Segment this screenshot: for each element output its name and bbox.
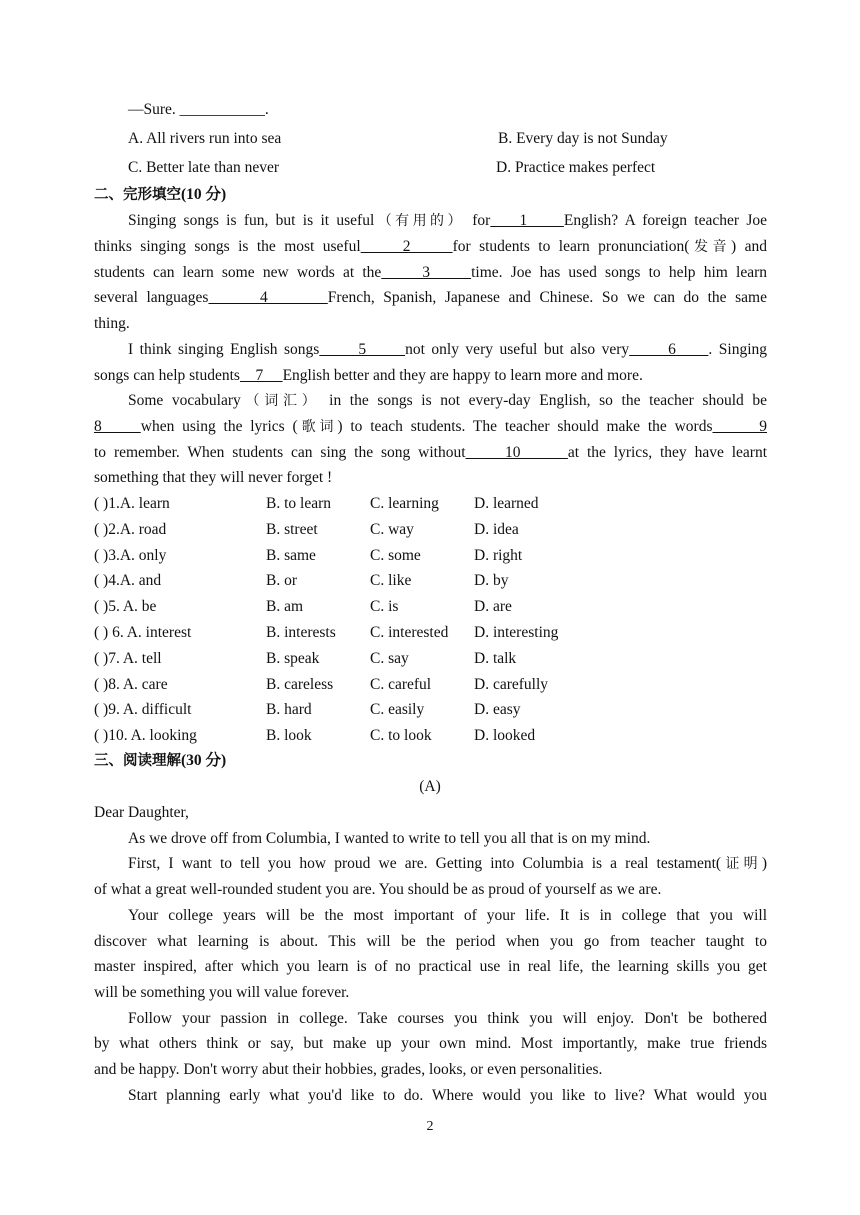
reading-p3-line1: Your college years will be the most important of your life. It is in college that you will xyxy=(128,907,767,924)
text: thinks singing songs is the most useful xyxy=(94,238,361,255)
question-stem: ( )8. A. care xyxy=(94,675,168,693)
cloze-p3-line1 xyxy=(128,391,767,411)
option-row xyxy=(94,597,614,617)
choice-c: C. is xyxy=(370,598,399,616)
reading-p3-line3: master inspired, after which you learn is of no practical use in real life, the learning skills you get xyxy=(94,958,767,975)
choice-d: D. looked xyxy=(474,727,536,745)
page-number: 2 xyxy=(426,1119,434,1134)
choice-d: D. right xyxy=(474,546,523,564)
salutation: Dear Daughter, xyxy=(94,804,189,821)
option-a: A. All rivers run into sea xyxy=(128,130,282,147)
question-stem: ( ) 6. A. interest xyxy=(94,624,192,641)
blank-9: 9 xyxy=(712,418,768,435)
blank-7: 7 xyxy=(239,367,283,384)
choice-b: B. interests xyxy=(266,624,336,641)
text: Some vocabulary xyxy=(128,392,241,409)
reading-p4-line3: and be happy. Don't worry abut their hobbies, grades, looks, or even personalities. xyxy=(94,1061,603,1078)
text: First, I want to tell you how proud we are. Getting into Columbia is a real testament( xyxy=(128,855,722,872)
text: ) and xyxy=(731,238,768,255)
reading-heading-title: 三、阅读理解 xyxy=(94,753,181,769)
option-b: B. Every day is not Sunday xyxy=(498,130,668,147)
question-stem: ( )7. A. tell xyxy=(94,649,162,667)
question-stem: ( )5. A. be xyxy=(94,598,157,616)
choice-b: B. or xyxy=(266,572,297,590)
choice-d: D. easy xyxy=(474,701,521,719)
text: . Singing xyxy=(708,341,768,358)
blank-3: 3 xyxy=(381,264,472,281)
question-stem: ( )9. A. difficult xyxy=(94,701,192,719)
option-row xyxy=(94,546,614,566)
text: English? A foreign teacher Joe xyxy=(563,212,768,229)
text: for xyxy=(464,212,491,229)
choice-b: B. am xyxy=(266,598,304,616)
cloze-heading-score: (10 分) xyxy=(181,186,227,203)
cloze-p2-line1 xyxy=(128,340,767,360)
choice-c: C. say xyxy=(370,649,409,667)
chinese-gloss: 歌词 xyxy=(297,419,338,435)
cloze-p1-line4 xyxy=(94,288,767,308)
chinese-gloss: （词汇） xyxy=(240,393,321,409)
chinese-gloss: （有用的） xyxy=(374,213,465,229)
text: in the songs is not every-day English, so the teacher should be xyxy=(320,392,768,409)
blank-10: 10 xyxy=(465,444,568,461)
reading-p1: As we drove off from Columbia, I wanted to write to tell you all that is on my mind. xyxy=(128,830,651,847)
choice-c: C. careful xyxy=(370,675,432,693)
text: ) to teach students. The teacher should make the words xyxy=(337,418,713,435)
text: students can learn some new words at the xyxy=(94,264,382,281)
option-row xyxy=(94,649,614,669)
blank-4: 4 xyxy=(208,289,328,306)
choice-d: D. by xyxy=(474,572,509,590)
blank-6: 6 xyxy=(629,341,709,358)
blank-2: 2 xyxy=(360,238,453,255)
question-stem: ( )4.A. and xyxy=(94,572,162,590)
choice-d: D. interesting xyxy=(474,624,559,641)
blank-1: 1 xyxy=(490,212,564,229)
cloze-p3-line3 xyxy=(94,443,767,463)
choice-d: D. are xyxy=(474,598,512,616)
cloze-p1-line5: thing. xyxy=(94,315,130,332)
question-stem: ( )1.A. learn xyxy=(94,495,170,512)
chinese-gloss: 发音 xyxy=(689,239,732,255)
option-row xyxy=(94,623,614,643)
option-d: D. Practice makes perfect xyxy=(496,159,656,176)
reading-heading-score: (30 分) xyxy=(181,752,227,769)
blank-5: 5 xyxy=(319,341,406,358)
choice-d: D. learned xyxy=(474,495,539,512)
text: several languages xyxy=(94,289,209,306)
reading-p4-line1: Follow your passion in college. Take courses you think you will enjoy. Don't be bothered xyxy=(128,1010,767,1027)
cloze-p3-line4: something that they will never forget ! xyxy=(94,469,333,486)
choice-b: B. speak xyxy=(266,649,320,667)
text: songs can help students xyxy=(94,367,240,384)
chinese-gloss: 证明 xyxy=(721,856,762,872)
text: to remember. When students can sing the song without xyxy=(94,444,466,461)
text: I think singing English songs xyxy=(128,341,320,358)
text: time. Joe has used songs to help him learn xyxy=(471,264,768,281)
choice-b: B. street xyxy=(266,520,318,538)
reading-heading xyxy=(94,751,226,771)
cloze-p3-line2 xyxy=(94,417,767,437)
passage-label: (A) xyxy=(419,778,441,795)
reading-p2-line2: of what a great well-rounded student you are. You should be as proud of yourself as we are. xyxy=(94,881,662,898)
choice-c: C. easily xyxy=(370,701,425,719)
choice-c: C. interested xyxy=(370,624,449,641)
question-stem: ( )2.A. road xyxy=(94,520,167,538)
option-row xyxy=(94,700,614,720)
reading-p4-line2: by what others think or say, but make up your own mind. Most importantly, make true friends xyxy=(94,1035,767,1052)
text: English better and they are happy to learn more and more. xyxy=(282,367,643,384)
option-row xyxy=(94,726,614,746)
question-stem: ( )3.A. only xyxy=(94,546,167,564)
option-row xyxy=(94,571,614,591)
text: not only very useful but also very xyxy=(405,341,630,358)
blank-8: 8 xyxy=(94,418,141,435)
cloze-p2-line2 xyxy=(94,366,767,386)
cloze-p1-line1 xyxy=(128,211,767,231)
reading-p5-line1: Start planning early what you'd like to do. Where would you like to live? What would you xyxy=(128,1087,767,1104)
option-row xyxy=(94,494,614,514)
text: for students to learn pronunciation( xyxy=(452,238,690,255)
choice-c: C. learning xyxy=(370,495,439,512)
choice-b: B. hard xyxy=(266,701,312,719)
reading-p3-line4: will be something you will value forever. xyxy=(94,984,350,1001)
choice-b: B. to learn xyxy=(266,495,331,512)
reading-p3-line2: discover what learning is about. This will be the period when you go from teacher taught to xyxy=(94,933,767,950)
question-stem: ( )10. A. looking xyxy=(94,727,197,745)
cloze-heading xyxy=(94,185,226,205)
sure-line: —Sure. ___________. xyxy=(128,101,269,118)
choice-b: B. same xyxy=(266,546,316,564)
text: when using the lyrics ( xyxy=(140,418,298,435)
choice-b: B. careless xyxy=(266,675,334,693)
choice-d: D. idea xyxy=(474,520,519,538)
text: ) xyxy=(761,855,768,872)
text: at the lyrics, they have learnt xyxy=(567,444,768,461)
choice-d: D. carefully xyxy=(474,675,549,693)
text: Singing songs is fun, but is it useful xyxy=(128,212,375,229)
choice-c: C. some xyxy=(370,546,421,564)
cloze-p1-line3 xyxy=(94,263,767,283)
choice-c: C. way xyxy=(370,520,414,538)
option-row xyxy=(94,675,614,695)
choice-d: D. talk xyxy=(474,649,517,667)
choice-c: C. to look xyxy=(370,727,432,745)
choice-c: C. like xyxy=(370,572,412,590)
choice-b: B. look xyxy=(266,727,312,745)
option-c: C. Better late than never xyxy=(128,159,280,176)
cloze-heading-title: 二、完形填空 xyxy=(94,187,181,203)
option-row xyxy=(94,520,614,540)
text: French, Spanish, Japanese and Chinese. So we can do the same xyxy=(327,289,767,306)
cloze-p1-line2 xyxy=(94,237,767,257)
reading-p2-line1 xyxy=(128,854,767,874)
